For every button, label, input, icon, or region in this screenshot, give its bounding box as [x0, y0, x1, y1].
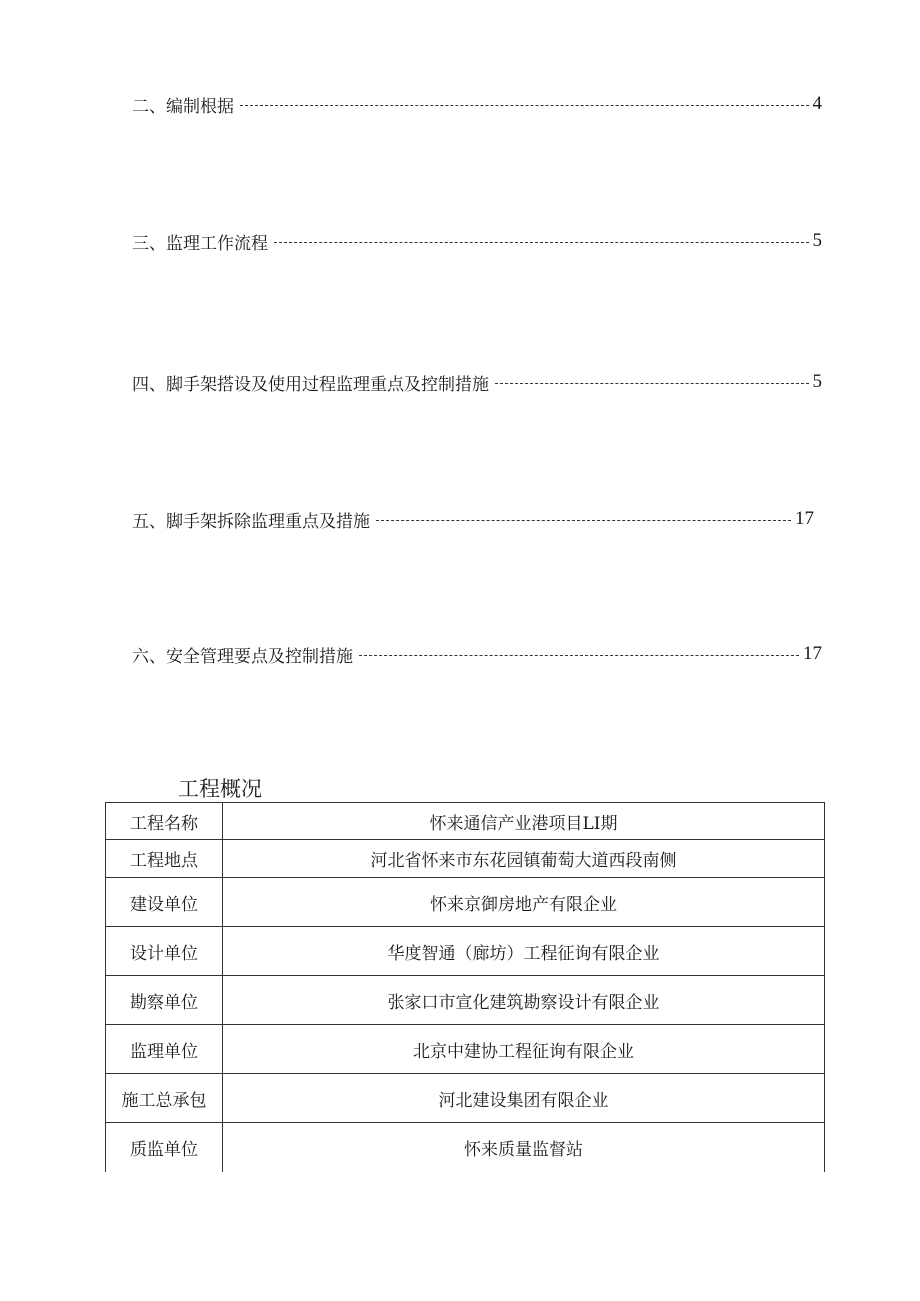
row-value: 怀来京御房地产有限企业	[223, 878, 825, 927]
toc-entry-page: 5	[812, 230, 822, 251]
overview-heading: 工程概况	[178, 777, 262, 801]
toc-entry	[132, 90, 822, 118]
toc-entry	[132, 640, 822, 668]
toc-entry-title: 五、脚手架拆除监理重点及措施	[132, 511, 370, 532]
toc-entry-title: 二、编制根据	[132, 96, 234, 117]
table-row	[106, 803, 825, 840]
table-row	[106, 1025, 825, 1074]
toc-entry-title: 四、脚手架搭设及使用过程监理重点及控制措施	[132, 374, 489, 395]
toc-entry-page: 5	[812, 371, 822, 392]
toc-entry	[132, 505, 814, 533]
toc-entry-page: 17	[795, 508, 814, 529]
row-label: 施工总承包	[106, 1074, 223, 1123]
row-value: 华度智通（廊坊）工程征询有限企业	[223, 927, 825, 976]
row-value: 河北建设集团有限企业	[223, 1074, 825, 1123]
toc-entry	[132, 227, 822, 255]
row-label: 工程名称	[106, 803, 223, 840]
toc-leader	[359, 655, 799, 656]
row-label: 勘察单位	[106, 976, 223, 1025]
toc-entry-title: 六、安全管理要点及控制措施	[132, 646, 353, 667]
row-value: 怀来质量监督站	[223, 1123, 825, 1172]
row-label: 设计单位	[106, 927, 223, 976]
table-row	[106, 927, 825, 976]
toc-entry-page: 4	[812, 93, 822, 114]
project-overview-table	[105, 802, 825, 1172]
toc-leader	[240, 105, 809, 106]
table-row	[106, 1074, 825, 1123]
toc-entry-title: 三、监理工作流程	[132, 233, 268, 254]
toc-leader	[495, 383, 809, 384]
toc-entry	[132, 368, 822, 396]
row-value: 张家口市宣化建筑勘察设计有限企业	[223, 976, 825, 1025]
row-label: 工程地点	[106, 840, 223, 878]
toc-leader	[376, 520, 791, 521]
row-label: 监理单位	[106, 1025, 223, 1074]
table-row	[106, 840, 825, 878]
row-value: 怀来通信产业港项目LI期	[223, 803, 825, 840]
table-row	[106, 976, 825, 1025]
row-value: 河北省怀来市东花园镇葡萄大道西段南侧	[223, 840, 825, 878]
toc-leader	[274, 242, 809, 243]
row-label: 建设单位	[106, 878, 223, 927]
row-label: 质监单位	[106, 1123, 223, 1172]
toc-entry-page: 17	[803, 643, 822, 664]
table-row	[106, 878, 825, 927]
row-value: 北京中建协工程征询有限企业	[223, 1025, 825, 1074]
table-row	[106, 1123, 825, 1172]
